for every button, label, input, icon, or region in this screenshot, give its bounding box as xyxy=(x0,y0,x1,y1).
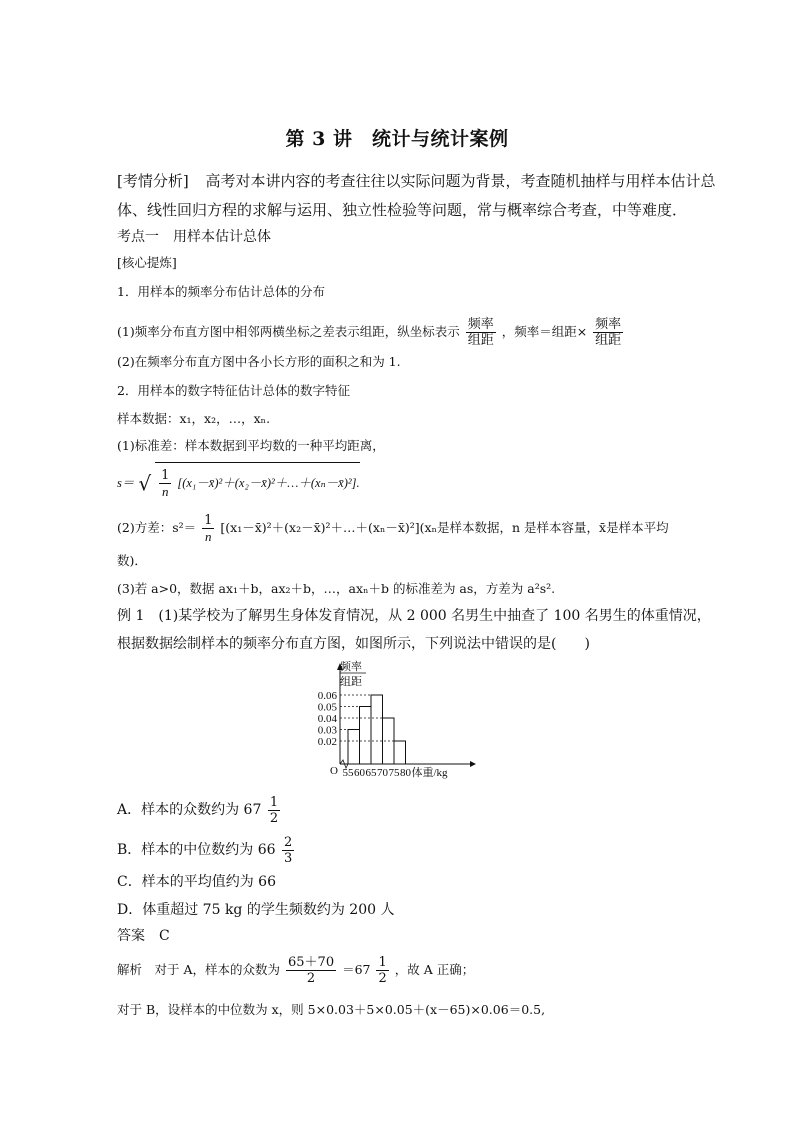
histogram-bar xyxy=(348,730,360,765)
sample-data: 样本数据：x₁，x₂，…，xₙ. xyxy=(117,411,271,426)
fraction-denominator: 3 xyxy=(284,850,293,866)
fraction-one-over-n-2 xyxy=(202,513,214,544)
fraction-numerator: 1 xyxy=(161,468,170,483)
x-tick-label: 60 xyxy=(354,767,365,779)
point-1-item-1 xyxy=(117,310,625,354)
y-tick-label: 0.04 xyxy=(317,713,337,725)
fraction-denominator: 2 xyxy=(269,810,279,826)
fraction-numerator: 1 xyxy=(269,794,279,810)
fraction-freq-over-width xyxy=(466,317,496,348)
fraction-numerator: 65＋70 xyxy=(288,955,335,970)
option-a-fraction xyxy=(268,795,280,826)
intro-line-1 xyxy=(117,171,716,191)
option-a-text: A．样本的众数约为 67 xyxy=(117,802,262,818)
fraction-denominator: 2 xyxy=(378,971,387,986)
histogram-bar xyxy=(360,707,372,765)
std-definition: (1)标准差：样本数据到平均数的一种平均距离， xyxy=(117,438,385,453)
histogram-bar xyxy=(394,741,406,764)
fraction-freq-over-width-2 xyxy=(593,317,623,348)
x-tick-label: 55 xyxy=(342,767,354,779)
option-c[interactable]: C．样本的平均值约为 66 xyxy=(117,874,276,890)
answer: 答案 C xyxy=(117,928,170,944)
fraction-denominator: n xyxy=(205,529,212,544)
fraction-numerator: 2 xyxy=(284,834,293,850)
x-tick-label: 75 xyxy=(388,767,400,779)
core-tag: [核心提炼] xyxy=(117,255,177,270)
point-1-title: 1．用样本的频率分布估计总体的分布 xyxy=(117,284,325,299)
y-tick-label: 0.03 xyxy=(317,724,337,737)
fraction-numerator: 频率 xyxy=(467,317,494,332)
y-axis-label-numerator: 频率 xyxy=(340,661,362,673)
analysis-text-b: ＝67 xyxy=(342,962,371,977)
variance-text-b: [(x₁－x̄)²＋(x₂－x̄)²＋…＋(xₙ－x̄)²](xₙ是样本数据，n 是样本容量，x̄是样本平均 xyxy=(220,520,669,535)
section-title: 考点一 用样本估计总体 xyxy=(117,229,271,245)
fraction-one-over-n xyxy=(159,468,171,499)
analysis-half xyxy=(376,955,388,986)
intro-text-1: 高考对本讲内容的考查往往以实际问题为背景，考查随机抽样与用样本估计总 xyxy=(205,172,716,190)
x-tick-label: 65 xyxy=(365,767,377,779)
analysis-line-1 xyxy=(117,950,474,990)
option-d[interactable]: D．体重超过 75 kg 的学生频数约为 200 人 xyxy=(117,902,395,918)
fraction-denominator: 组距 xyxy=(467,333,494,348)
fraction-denominator: n xyxy=(161,484,169,499)
y-tick-label: 0.02 xyxy=(317,736,337,748)
intro-tag: [考情分析] xyxy=(117,172,189,190)
point-3: (3)若 a>0，数据 ax₁＋b，ax₂＋b，…，axₙ＋b 的标准差为 as，方差为 a²s². xyxy=(117,581,556,596)
example-1-line-2: 根据数据绘制样本的频率分布直方图，如图所示，下列说法中错误的是( ) xyxy=(117,636,590,652)
variance-text-a: (2)方差：s²＝ xyxy=(117,520,197,535)
fraction-numerator: 频率 xyxy=(595,317,622,332)
option-b-text: B．样本的中位数约为 66 xyxy=(117,842,276,858)
point-2-title: 2．用样本的数字特征估计总体的数字特征 xyxy=(117,383,350,398)
analysis-text-a: 解析 对于 A，样本的众数为 xyxy=(117,962,281,977)
intro-text-2: 体、线性回归方程的求解与运用、独立性检验等问题，常与概率综合考查，中等难度． xyxy=(117,201,688,219)
point-1-item-1-text-b: ，频率＝组距× xyxy=(501,324,588,339)
x-axis-arrow xyxy=(470,761,476,767)
variance-definition xyxy=(117,508,669,548)
point-1-item-2: (2)在频率分布直方图中各小长方形的面积之和为 1. xyxy=(117,354,401,369)
std-formula-body: [(x₁－x̄)²＋(x₂－x̄)²＋…＋(xₙ－x̄)²]. xyxy=(177,476,360,490)
x-tick-label: 80 xyxy=(400,767,411,779)
fraction-numerator: 1 xyxy=(204,513,213,528)
fraction-denominator: 组距 xyxy=(595,333,622,348)
sqrt-radicand xyxy=(155,462,360,503)
sqrt-sign: √ xyxy=(138,471,152,496)
std-formula xyxy=(117,462,360,504)
option-b[interactable] xyxy=(117,830,296,870)
fraction-denominator: 2 xyxy=(306,971,316,986)
y-tick-label: 0.06 xyxy=(317,690,337,702)
histogram-bar xyxy=(371,695,383,764)
fraction-numerator: 1 xyxy=(378,955,387,970)
x-tick-label: 70 xyxy=(377,767,388,779)
frequency-histogram xyxy=(300,660,500,780)
y-tick-label: 0.05 xyxy=(317,701,337,714)
variance-text-c: 数)． xyxy=(117,553,147,568)
option-b-fraction xyxy=(282,835,294,866)
std-formula-s: s＝ xyxy=(117,476,135,490)
analysis-line-2: 对于 B，设样本的中位数为 x，则 5×0.03＋5×0.05＋(x－65)×0.06＝0.5, xyxy=(117,1002,546,1017)
origin-label: O xyxy=(330,765,338,777)
page-title: 第 3 讲 统计与统计案例 xyxy=(285,128,509,150)
y-axis-label-denominator: 组距 xyxy=(340,676,362,688)
option-a[interactable] xyxy=(117,790,282,830)
analysis-fraction xyxy=(286,955,336,986)
example-1-line-1: 例 1 (1)某学校为了解男生身体发育情况，从 2 000 名男生中抽查了 100 名男生的体重情况， xyxy=(117,608,711,624)
analysis-text-c: ，故 A 正确； xyxy=(394,962,475,977)
point-1-item-1-text-a: (1)频率分布直方图中相邻两横坐标之差表示组距，纵坐标表示 xyxy=(117,324,460,339)
x-axis-label: 体重/kg xyxy=(411,767,448,779)
